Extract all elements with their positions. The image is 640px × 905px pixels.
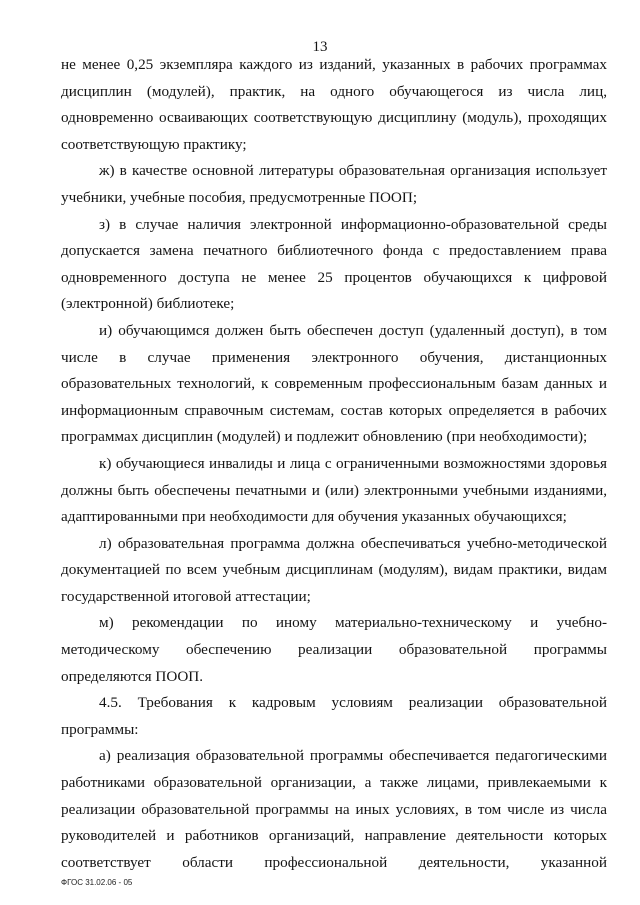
document-footer-code: ФГОС 31.02.06 - 05: [61, 878, 133, 887]
paragraph-continuation: не менее 0,25 экземпляра каждого из изданий, указанных в рабочих программах дисциплин (модулей), практик, на одного обучающегося из числа лиц, одновременно осваивающих соответствующую дисциплину (модуль), проходящих соответствующую практику;: [61, 56, 607, 153]
section-heading-4-5: 4.5. Требования к кадровым условиям реализации образовательной программы:: [61, 694, 607, 738]
paragraph-item-k: к) обучающиеся инвалиды и лица с ограниченными возможностями здоровья должны быть обеспечены печатными и (или) электронными учебными изданиями, адаптированными при необходимости для обучения указанных обучающихся;: [61, 454, 607, 526]
paragraph-item-zh: ж) в качестве основной литературы образовательная организация использует учебники, учебные пособия, предусмотренные ПООП;: [61, 162, 607, 206]
paragraph-item-a: а) реализация образовательной программы обеспечивается педагогическими работниками образовательной организации, а также лицами, привлекаемыми к реализации образовательной программы на иных условиях, в том числе из числа руководителей и работников организаций, направление деятельности которых соответствует области профессиональной деятельности, указанной: [61, 747, 607, 871]
paragraph-item-m: м) рекомендации по иному материально-техническому и учебно-методическому обеспечению реализации образовательной программы определяются ПООП.: [61, 614, 607, 685]
paragraph-item-z: з) в случае наличия электронной информационно-образовательной среды допускается замена печатного библиотечного фонда с предоставлением права одновременного доступа не менее 25 процентов обучающихся к цифровой (электронной) библиотеке;: [61, 215, 607, 313]
page-number: 13: [312, 39, 328, 55]
document-body: [61, 52, 607, 876]
paragraph-item-i: и) обучающимся должен быть обеспечен доступ (удаленный доступ), в том числе в случае применения электронного обучения, дистанционных образовательных технологий, к современным профессиональным базам данных и информационным справочным системам, состав которых определяется в рабочих программах дисциплин (модулей) и подлежит обновлению (при необходимости);: [61, 321, 607, 446]
paragraph-item-l: л) образовательная программа должна обеспечиваться учебно-методической документацией по всем учебным дисциплинам (модулям), видам практики, видам государственной итоговой аттестации;: [61, 534, 607, 605]
